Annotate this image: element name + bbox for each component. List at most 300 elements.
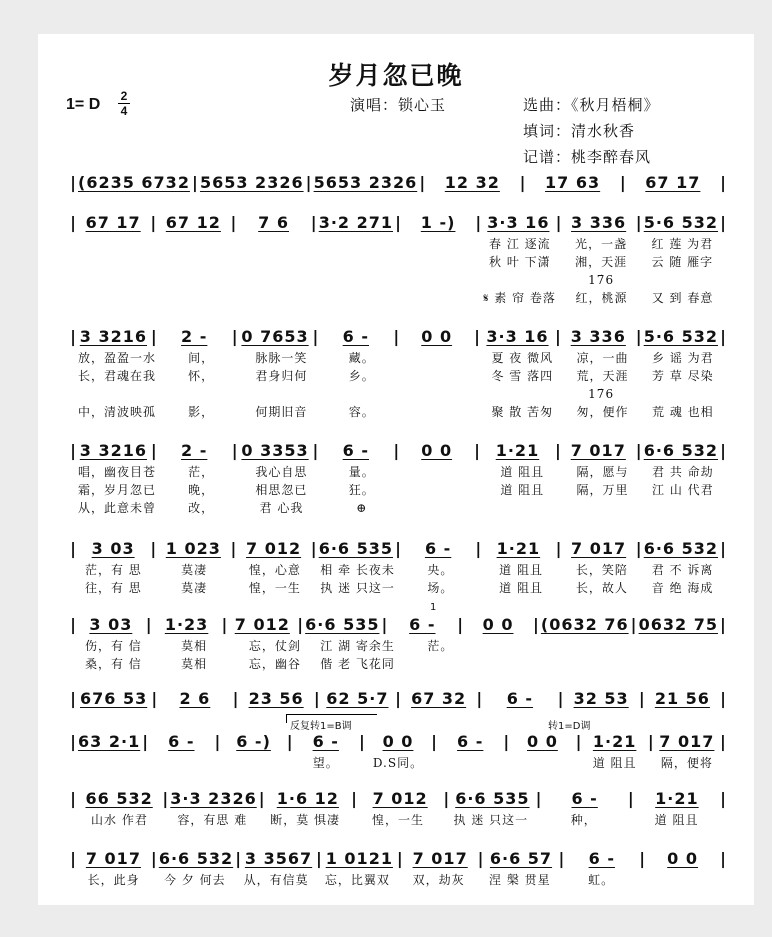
measure: 2 6: [179, 689, 211, 708]
lyric-cell: [647, 656, 718, 672]
lyric-cell: 乡。: [348, 369, 375, 383]
barline: |: [535, 789, 542, 808]
measure: 17 63: [545, 173, 601, 192]
measure: 7 012: [246, 539, 302, 558]
lyric-line: [68, 464, 728, 480]
measure: 23 56: [248, 689, 304, 708]
lyric-cell: 脉脉一笑: [255, 351, 308, 365]
lyric-cell: [240, 290, 311, 306]
lyric-cell: 冬 雪 落四: [491, 369, 554, 383]
lyric-cell: 凉，一曲: [576, 351, 629, 365]
barline: |: [150, 441, 157, 460]
lyric-cell: [78, 272, 149, 288]
measure: 6 -: [312, 732, 339, 751]
barline: |: [532, 615, 539, 634]
measure: 6 -: [342, 327, 370, 346]
barline: |: [396, 849, 403, 868]
lyric-cell: [647, 272, 718, 288]
measure: 1·21: [496, 539, 541, 558]
measure: 2 -: [181, 441, 208, 460]
lyric-cell: 莫凄: [181, 563, 208, 577]
lyric-cell: [322, 236, 393, 252]
lyric-cell: 伤，有 信: [84, 639, 142, 653]
barline: |: [395, 539, 401, 558]
lyric-cell: 偕 老 飞花同: [320, 657, 395, 671]
barline: |: [150, 539, 157, 558]
lyric-cell: 双，劫灰: [412, 873, 465, 887]
lyric-cell: 道 阻且: [500, 465, 545, 479]
measure: 0 0: [527, 732, 558, 751]
lyric-cell: [647, 386, 718, 402]
lyric-cell: [222, 755, 284, 771]
measure: 67 17: [85, 213, 141, 232]
measure: 6 -: [409, 615, 436, 634]
measure: 5·6 532: [643, 213, 719, 232]
barline: |: [720, 849, 726, 868]
barline: |: [638, 689, 645, 708]
barline: |: [635, 213, 642, 232]
lyric-cell: 君身归何: [255, 369, 308, 383]
measure: 7 017: [571, 539, 627, 558]
lyric-cell: 央。: [427, 563, 454, 577]
lyric-line: [68, 236, 728, 252]
measure: 0 0: [667, 849, 699, 868]
lyric-cell: [78, 755, 140, 771]
lyric-cell: 春 江 逐流: [489, 237, 551, 251]
lyric-line: [68, 872, 728, 888]
lyric-cell: [407, 350, 477, 366]
barline: |: [476, 689, 483, 708]
lyric-cell: 惶，一生: [372, 813, 425, 827]
measure: 7 017: [412, 849, 468, 868]
measure: 1 -): [420, 213, 456, 232]
lyric-cell: 容。: [348, 405, 375, 419]
lyric-cell: 改，: [188, 501, 215, 515]
lyric-line: [68, 404, 728, 420]
lyric-cell: 霜，岁月忽已: [78, 483, 157, 497]
lyric-cell: 夏 夜 微风: [491, 351, 554, 365]
barline: |: [231, 441, 238, 460]
barline: |: [474, 327, 480, 346]
barline: |: [395, 213, 401, 232]
lyric-cell: 山水 作君: [91, 813, 148, 827]
notation-row: [68, 786, 728, 808]
lyric-cell: [322, 254, 393, 270]
lyric-cell: [159, 254, 230, 270]
lyric-cell: 长，故人: [575, 581, 628, 595]
lyric-line: [68, 272, 728, 288]
lyric-cell: 莫相: [181, 657, 208, 671]
barline: |: [232, 689, 239, 708]
barline: |: [503, 732, 510, 751]
measure: 5653 2326: [199, 173, 304, 192]
lyric-cell: [159, 290, 230, 306]
lyric-cell: 虹。: [588, 873, 615, 887]
measure: 0 0: [482, 615, 514, 634]
measure: 1·6 12: [276, 789, 339, 808]
measure: 1·21: [495, 441, 540, 460]
lyric-line: [68, 254, 728, 270]
barline: |: [305, 173, 312, 192]
repeat-note: 反复转1=B调: [290, 721, 352, 732]
barline: |: [70, 213, 76, 232]
lyric-cell: [78, 386, 149, 402]
lyric-cell: 中，清波映孤: [78, 405, 157, 419]
barline: |: [720, 689, 726, 708]
lyric-cell: [487, 500, 557, 516]
lyric-cell: 容，有思 难: [177, 813, 248, 827]
measure: 3 03: [91, 539, 135, 558]
lyric-cell: [484, 272, 555, 288]
lyric-cell: [511, 755, 573, 771]
barline: |: [630, 615, 637, 634]
measure: 3·3 16: [487, 213, 550, 232]
barline: |: [635, 539, 642, 558]
lyric-cell: ⊕: [356, 501, 368, 515]
lyric-cell: [321, 290, 392, 306]
lyric-cell: 惶，一生: [248, 581, 301, 595]
barline: |: [431, 732, 438, 751]
lyric-cell: 忘，仗剑: [248, 639, 301, 653]
lyric-cell: 量。: [348, 465, 375, 479]
measure: 6·6 535: [455, 789, 530, 808]
lyric-cell: 长，此身: [87, 873, 140, 887]
lyric-cell: [486, 656, 557, 672]
lyric-cell: [405, 656, 476, 672]
lyric-cell: 怀，: [188, 369, 215, 383]
lyric-cell: 唱，幽夜目苍: [78, 465, 157, 479]
measure: 6 -: [457, 732, 484, 751]
barline: |: [635, 441, 642, 460]
lyric-cell: 道 阻且: [499, 581, 543, 595]
lyric-cell: [647, 638, 718, 654]
barline: |: [575, 732, 582, 751]
time-top: 2: [120, 89, 128, 103]
barline: |: [312, 441, 319, 460]
barline: |: [230, 213, 237, 232]
measure: 3·2 271: [318, 213, 394, 232]
measure: 2 -: [181, 327, 208, 346]
lyric-cell: 江 湖 寄余生: [320, 639, 395, 653]
barline: |: [720, 327, 726, 346]
barline: |: [474, 441, 480, 460]
lyric-cell: [322, 386, 393, 402]
barline: |: [358, 732, 365, 751]
measure: 12 32: [444, 173, 500, 192]
measure: 7 012: [372, 789, 428, 808]
barline: |: [70, 732, 76, 751]
singer-credit: 演唱：锁心玉: [350, 96, 447, 114]
measure: 676 53: [80, 689, 148, 708]
measure: 6 -: [588, 849, 615, 868]
measure: 3 336: [570, 327, 626, 346]
lyric-cell: [407, 482, 477, 498]
barline: |: [381, 615, 388, 634]
lyric-cell: 从，有信莫: [243, 873, 309, 887]
barline: |: [70, 789, 76, 808]
lyric-line: [68, 638, 728, 654]
barline: |: [720, 615, 726, 634]
lyric-cell: [407, 368, 477, 384]
measure: 67 32: [411, 689, 467, 708]
modulation-note: 转1=D调: [548, 721, 591, 732]
measure: 7 012: [234, 615, 290, 634]
barline: |: [554, 441, 561, 460]
lyric-line: [68, 812, 728, 828]
notation-row: [68, 536, 728, 558]
barline: |: [214, 732, 221, 751]
lyric-cell: [648, 500, 718, 516]
measure: 3 3567: [244, 849, 313, 868]
barline: |: [351, 789, 357, 808]
lyric-line: [68, 562, 728, 578]
lyric-cell: 江 山 代君: [652, 483, 714, 497]
ending-mark: 1: [430, 602, 437, 613]
lyric-cell: 桑，有 信: [84, 657, 142, 671]
lyric-cell: 狂。: [348, 483, 375, 497]
lyric-cell: 相 牵 长夜未: [320, 563, 395, 577]
notation-row: [68, 210, 728, 232]
lyric-cell: 莫凄: [181, 581, 208, 595]
notation-row: [68, 324, 728, 346]
measure: 1·21: [655, 789, 699, 808]
barline: |: [235, 849, 242, 868]
lyric-cell: [647, 872, 718, 888]
lyric-cell: 隔，万里: [576, 483, 629, 497]
measure: 5653 2326: [313, 173, 418, 192]
lyric-cell: 秋 叶 下潇: [489, 255, 551, 269]
notation-row: [68, 729, 728, 751]
measure: 1·23: [164, 615, 209, 634]
lyric-cell: 道 阻且: [499, 563, 543, 577]
lyric-cell: 隔，便将: [660, 756, 713, 770]
notation-row: [68, 438, 728, 460]
lyric-cell: 茫，有 思: [84, 563, 142, 577]
lyric-cell: 芳 草 尽染: [652, 369, 714, 383]
measure: 63 2·1: [78, 732, 141, 751]
lyric-cell: 君 不 诉离: [651, 563, 714, 577]
barline: |: [313, 689, 320, 708]
measure: 3 03: [89, 615, 133, 634]
barline: |: [393, 327, 400, 346]
barline: |: [475, 539, 482, 558]
barline: |: [70, 615, 76, 634]
lyric-cell: 隔，愿与: [576, 465, 629, 479]
barline: |: [647, 732, 654, 751]
lyric-cell: [78, 290, 149, 306]
barline: |: [639, 849, 646, 868]
lyric-line: [68, 500, 728, 516]
lyric-cell: 音 绝 海成: [651, 581, 714, 595]
barline: |: [554, 327, 561, 346]
measure: 62 5·7: [326, 689, 389, 708]
barline: |: [70, 173, 76, 192]
key-signature: 1= D: [66, 96, 101, 113]
barline: |: [393, 441, 400, 460]
lyric-cell: 莫相: [181, 639, 208, 653]
lyric-cell: 间，: [188, 351, 215, 365]
lyric-cell: [159, 272, 230, 288]
barline: |: [635, 327, 642, 346]
barline: |: [70, 327, 76, 346]
barline: |: [70, 689, 76, 708]
lyric-cell: 红，桃源: [575, 291, 628, 305]
lyric-cell: 执 迷 只这一: [453, 813, 529, 827]
measure: 7 017: [85, 849, 141, 868]
lyric-cell: 光，一盏: [575, 237, 628, 251]
lyric-cell: 晚，: [188, 483, 215, 497]
barline: |: [720, 441, 726, 460]
lyric-cell: 又 到 春意: [651, 291, 714, 305]
lyric-cell: 我心自思: [255, 465, 308, 479]
lyric-line: [68, 290, 728, 306]
lyric-cell: 放，盈盈一水: [78, 351, 157, 365]
lyric-cell: [78, 254, 149, 270]
measure: 0 0: [421, 327, 453, 346]
lyric-cell: [403, 254, 474, 270]
lyric-cell: [566, 656, 637, 672]
lyric-cell: [402, 290, 473, 306]
lyric-cell: [241, 386, 312, 402]
lyric-cell: 匆，便作: [576, 405, 629, 419]
measure: 3 3216: [79, 327, 148, 346]
lyric-cell: [486, 638, 557, 654]
lyric-cell: 乡 谣 为君: [652, 351, 714, 365]
barline: |: [151, 689, 158, 708]
barline: |: [145, 615, 152, 634]
notation-row: [68, 612, 728, 634]
lyric-cell: [150, 755, 212, 771]
barline: |: [457, 615, 464, 634]
time-signature: [118, 90, 130, 117]
lyric-cell: 涅 槃 贯星: [489, 873, 551, 887]
notation-row: [68, 846, 728, 868]
barline: |: [70, 441, 76, 460]
lyric-cell: 荒 魂 也相: [652, 405, 714, 419]
measure: 1 023: [165, 539, 221, 558]
barline: |: [310, 213, 317, 232]
barline: |: [519, 173, 526, 192]
barline: |: [231, 327, 238, 346]
barline: |: [443, 789, 450, 808]
lyric-cell: 君 共 命劫: [652, 465, 714, 479]
measure: 6 -: [506, 689, 534, 708]
lyric-line: [68, 656, 728, 672]
lyric-cell: 何期旧音: [255, 405, 308, 419]
barline: |: [475, 213, 482, 232]
lyric-cell: 道 阻且: [500, 483, 545, 497]
lyric-cell: 茫。: [427, 639, 454, 653]
barline: |: [720, 173, 726, 192]
lyric-cell: 望。: [312, 756, 339, 770]
lyric-line: [68, 350, 728, 366]
measure: 0 3353: [241, 441, 309, 460]
measure: 7 017: [659, 732, 715, 751]
barline: |: [150, 849, 157, 868]
barline: |: [312, 327, 319, 346]
lyric-cell: [159, 386, 230, 402]
lyric-cell: [159, 236, 230, 252]
measure: (6235 6732: [78, 173, 190, 192]
barline: |: [310, 539, 317, 558]
measure: 5·6 532: [643, 327, 718, 346]
lyric-cell: 长，笑陪: [575, 563, 628, 577]
lyric-cell: [407, 404, 477, 420]
measure: 6 -: [342, 441, 370, 460]
lyric-cell: 藏。: [348, 351, 375, 365]
lyric-cell: [403, 236, 474, 252]
measure: 32 53: [573, 689, 629, 708]
barline: |: [316, 849, 322, 868]
lyric-cell: 今 夕 何去: [164, 873, 226, 887]
lyric-cell: D.S同。: [372, 756, 424, 770]
lyric-cell: [241, 236, 312, 252]
lyric-cell: 种，: [570, 813, 597, 827]
lyric-cell: 湘，天涯: [575, 255, 628, 269]
lyric-cell: 长，君魂在我: [78, 369, 157, 383]
barline: |: [70, 539, 76, 558]
measure: 3·3 2326: [170, 789, 257, 808]
barline: |: [150, 213, 157, 232]
lyric-cell: [407, 464, 477, 480]
lyric-cell: [484, 386, 555, 402]
lyric-cell: 荒，天涯: [576, 369, 629, 383]
lyric-line: [68, 386, 728, 402]
barline: |: [720, 732, 726, 751]
measure: 6·6 532: [643, 441, 718, 460]
lyric-cell: 君 心我: [259, 501, 304, 515]
measure: 67 17: [645, 173, 701, 192]
lyric-cell: 道 阻且: [592, 756, 637, 770]
barline: |: [230, 539, 237, 558]
measure: 66 532: [85, 789, 153, 808]
barline: |: [720, 789, 726, 808]
lyric-cell: 断，莫 惧凄: [270, 813, 341, 827]
lyric-cell: [403, 386, 474, 402]
lyric-cell: [567, 500, 637, 516]
measure: 6 -): [236, 732, 271, 751]
measure: 0 0: [421, 441, 453, 460]
lyric-line: [68, 580, 728, 596]
measure: 7 6: [258, 213, 289, 232]
barline: |: [258, 789, 265, 808]
lyric-cell: 道 阻且: [654, 813, 699, 827]
lyric-cell: 相思忽已: [255, 483, 308, 497]
time-bottom: 4: [120, 104, 128, 118]
lyric-cell: [241, 254, 312, 270]
barline: |: [150, 327, 157, 346]
transcriber-credit: 记谱：桃李醉春风: [523, 148, 652, 166]
barline: |: [555, 213, 562, 232]
measure: 7 017: [570, 441, 626, 460]
lyric-cell: [407, 500, 477, 516]
measure: 3·3 16: [486, 327, 549, 346]
barline: |: [142, 732, 149, 751]
measure: 3 3216: [79, 441, 148, 460]
lyric-cell: 𝄋 素 帘 卷落: [483, 291, 556, 305]
lyric-cell: 执 迷 只这一: [320, 581, 395, 595]
measure: 6·6 535: [318, 539, 394, 558]
barline: |: [619, 173, 626, 192]
measure: 6·6 532: [158, 849, 234, 868]
lyric-cell: 忘，幽谷: [248, 657, 301, 671]
lyric-cell: 17̇6: [588, 273, 615, 287]
measure: 6·6 535: [305, 615, 380, 634]
music-sheet: [38, 34, 754, 905]
barline: |: [419, 173, 426, 192]
measure: 21 56: [654, 689, 710, 708]
barline: |: [395, 689, 401, 708]
